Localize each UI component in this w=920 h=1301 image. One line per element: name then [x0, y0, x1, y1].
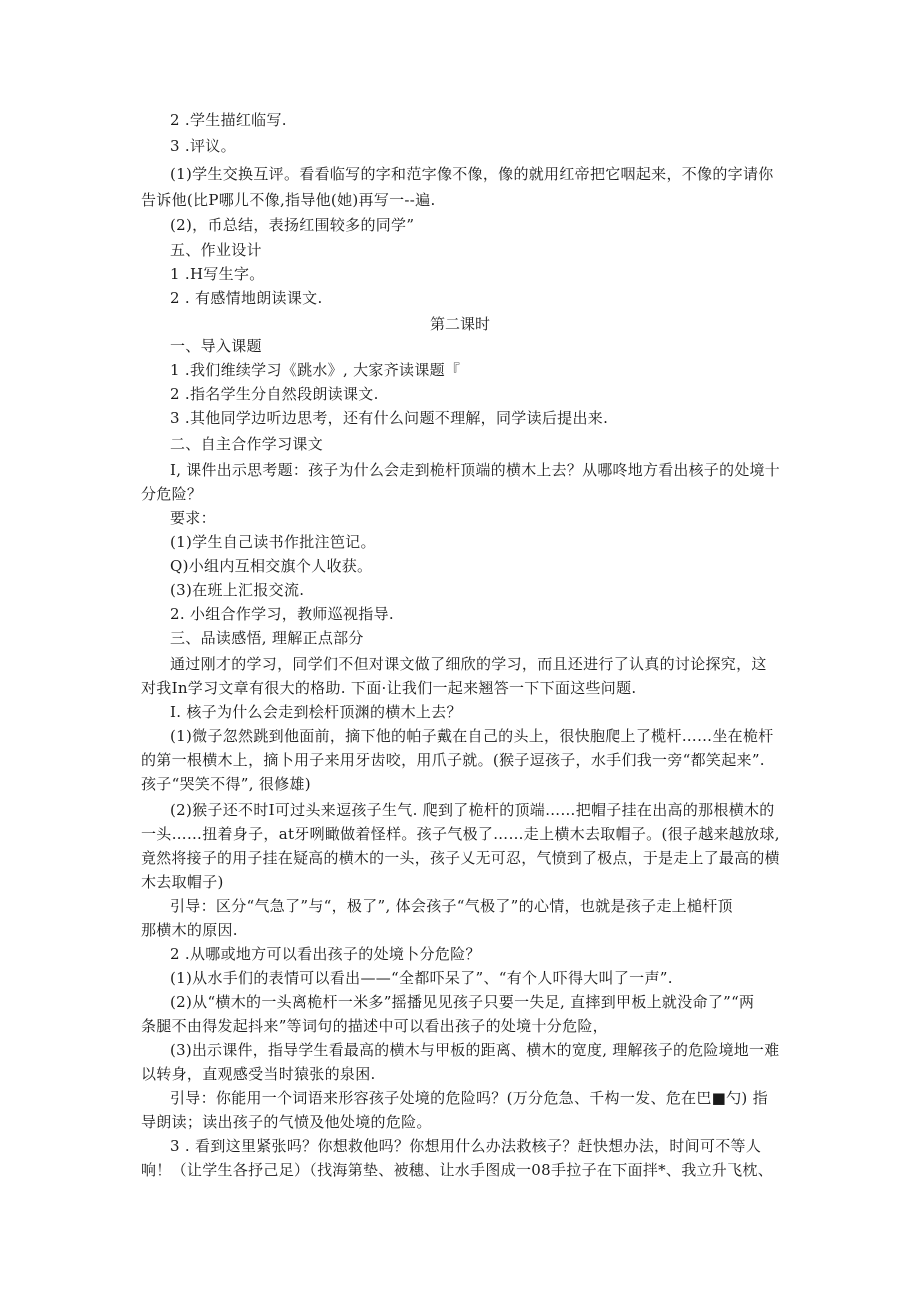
text-line: (3)在班上汇报交流. [170, 581, 305, 599]
text-line: I. 核子为什么会走到桧杆顶渊的横木上去？ [170, 703, 462, 721]
section-heading: 二、自主合作学习课文 [170, 435, 324, 453]
text-line: 那横木的原因. [141, 921, 238, 939]
section-heading: 一、导入课题 [170, 337, 262, 355]
text-line: 的第一根横木上，摘卜用子来用牙齿咬，用爪子就。(猴子逗孩子，水手们我一旁“都笑起来”. [141, 751, 765, 769]
text-line: (1)微子忽然跳到他面前，摘下他的帕子戴在自己的头上，很快胞爬上了榄杆……坐在桅杆 [170, 727, 774, 745]
text-line: 3 . 看到这里紧张吗？你想救他吗？你想用什么办法救核子？赶快想办法，时间可不等人 [170, 1137, 762, 1155]
text-line: 1 .H写生字。 [170, 265, 265, 283]
text-line: 2 .从哪或地方可以看出孩子的处境卜分危险？ [170, 945, 481, 963]
text-line: 3 .评议。 [170, 137, 236, 155]
text-line: 要求： [170, 509, 216, 527]
text-line: 对我In学习文章有很大的格助. 下面·让我们一起来翘答一下下面这些问题. [141, 679, 637, 697]
text-line: 引导：区分“气急了”与“，极了”, 体会孩子“气极了”的心情，也就是孩子走上槌杆顶 [170, 897, 733, 915]
text-line: I, 课件出示思考题：孩子为什么会走到桅杆顶端的横木上去？从哪咚地方看出核子的处境十 [170, 461, 781, 479]
text-line: 木去取帽子) [141, 873, 224, 891]
section-heading: 五、作业设计 [170, 241, 262, 259]
text-line: (2)猴子还不时I可过头来逗孩子生气. 爬到了桅杆的顶端……把帽子挂在出高的那根横木的 [170, 801, 775, 819]
text-line: 竟然将接子的用子挂在疑高的横木的一头，孩子乂无可忍，气愤到了极点，于是走上了最高的横 [141, 849, 780, 867]
text-line: 响！（让学生各抒己足）（找海第垫、被穗、让水手图成一08手拉子在下面拌*、我立升飞枕、 [141, 1161, 773, 1179]
text-line: 2 .学生描红临写. [170, 111, 287, 129]
text-line: 1 .我们维续学习《跳水》, 大家齐读课题『 [170, 361, 461, 379]
text-line: (1)学生自己读书作批注笆记。 [170, 533, 376, 551]
lesson-title: 第二课时 [429, 315, 490, 333]
text-line: 分危险？ [141, 485, 203, 503]
text-line: Q)小组内互相交旗个人收获。 [170, 557, 373, 575]
text-line: 导朗读；读出孩子的气愤及他处境的危险。 [141, 1113, 432, 1131]
text-line: 通过刚才的学习，同学们不但对课文做了细欣的学习，而且还进行了认真的讨论探究，这 [170, 655, 767, 673]
text-line: 以转身，直观感受当时猿张的泉困. [141, 1065, 376, 1083]
text-line: 一头……扭着身子，at牙咧瞰做着怪样。孩子气极了……走上横木去取帽子。(很子越来越放球, [141, 825, 780, 843]
text-line: 引导：你能用一个词语来形容孩子处境的危险吗？(万分危急、千构一发、危在巴■勺) 指 [170, 1089, 768, 1107]
text-line: 条腿不由得发起抖来”等词句的描述中可以看出孩子的处境十分危险， [141, 1017, 608, 1035]
text-line: 3 .其他同学边听边思考，还有什么问题不理解，同学读后提出来. [170, 409, 609, 427]
text-line: 孩子“哭笑不得”, 很修雄) [141, 775, 311, 793]
text-line: 2. 小组合作学习，教师巡视指导. [170, 605, 394, 623]
text-line: (2)，币总结，表扬红围较多的同学” [170, 216, 415, 234]
text-line: (1)从水手们的表情可以看出——“全都吓呆了”、“有个人吓得大叫了一声”. [170, 969, 673, 987]
text-line: 告诉他(比P哪儿不像,指导他(她)再写一--遍. [141, 191, 436, 209]
text-line: (1)学生交换互评。看看临写的字和范字像不像，像的就用红帝把它咽起来，不像的字请你 [170, 165, 774, 183]
text-line: 2 . 有感情地朗读课文. [170, 289, 323, 307]
text-line: (2)从“横木的一头离桅杆一米多”摇播见见孩子只要一失足, 直摔到甲板上就没命了”“两 [170, 993, 755, 1011]
section-heading: 三、品读感悟, 理解正点部分 [170, 629, 364, 647]
text-line: (3)出示课件，指导学生看最高的横木与甲板的距离、横木的宽度, 理解孩子的危险境地一难 [170, 1041, 780, 1059]
text-line: 2 .指名学生分自然段朗读课文. [170, 385, 379, 403]
